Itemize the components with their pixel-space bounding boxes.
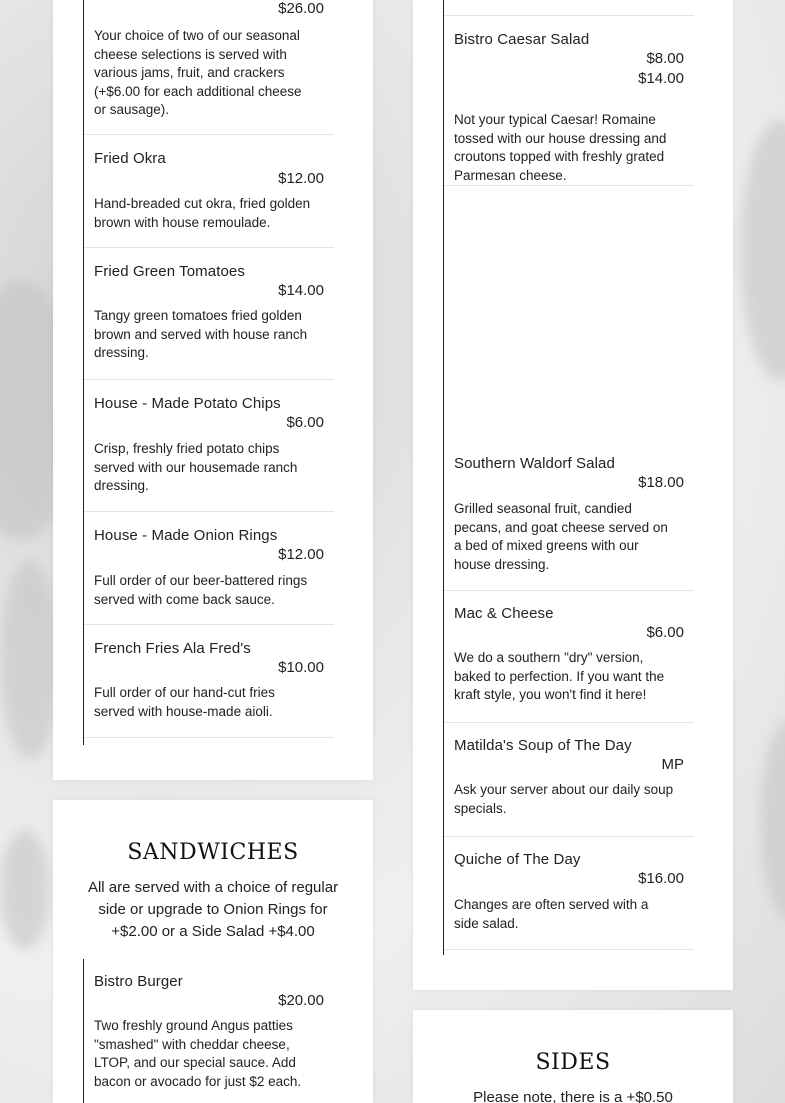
item-price: $6.00 (646, 624, 684, 641)
menu-item (444, 16, 694, 186)
item-description: Grilled seasonal fruit, candied pecans, and goat cheese served on a bed of mixed greens with our house dressing. (454, 501, 668, 572)
item-price: $16.00 (638, 870, 684, 887)
item-price-large: $14.00 (638, 70, 684, 87)
item-description: Tangy green tomatoes fried golden brown and served with house ranch dressing. (94, 308, 308, 360)
section-note: All are served with a choice of regular side or upgrade to Onion Rings for +$2.00 or a Side Salad +$4.00 (87, 879, 339, 940)
sandwiches-list (83, 959, 334, 1103)
sides-card (413, 1010, 733, 1103)
item-name: Quiche of The Day (454, 851, 581, 868)
item-description: Ask your server about our daily soup specials. (454, 782, 674, 816)
menu-item (84, 625, 334, 738)
item-description: Hand-breaded cut okra, fried golden brown with house remoulade. (94, 196, 311, 230)
menu-item (84, 135, 334, 248)
item-description: Changes are often served with a side salad. (454, 897, 649, 931)
item-name: Fried Green Tomatoes (94, 263, 245, 280)
item-name: House - Made Onion Rings (94, 527, 278, 544)
section-note: Please note, there is a +$0.50 (473, 1089, 673, 1103)
item-price: $14.00 (278, 282, 324, 299)
salads-card (413, 0, 733, 990)
section-title: SANDWICHES (127, 840, 299, 865)
menu-item (84, 512, 334, 625)
item-description: Your choice of two of our seasonal cheese selections is served with various jams, fruit, and crackers (+$6.00 for each additional cheese or sausage). (94, 28, 302, 117)
item-name: Matilda's Soup of The Day (454, 737, 632, 754)
background-shape (740, 120, 785, 380)
item-price: $26.00 (278, 0, 324, 17)
starters-card (53, 0, 373, 780)
salads-list (443, 0, 694, 955)
menu-item (444, 591, 694, 723)
item-price: $6.00 (286, 414, 324, 431)
item-name: Southern Waldorf Salad (454, 455, 615, 472)
item-price: $20.00 (278, 992, 324, 1009)
section-title: SIDES (535, 1050, 611, 1075)
item-price: $8.00 (646, 50, 684, 67)
item-price: $12.00 (278, 170, 324, 187)
menu-item (444, 837, 694, 950)
item-name: House - Made Potato Chips (94, 395, 281, 412)
menu-item (84, 959, 334, 1103)
menu-item (444, 723, 694, 837)
item-description: Full order of our beer-battered rings served with come back sauce. (94, 573, 308, 607)
item-price: $12.00 (278, 546, 324, 563)
background-shape (0, 560, 60, 760)
item-description: Crisp, freshly fried potato chips served with our housemade ranch dressing. (94, 441, 298, 493)
item-description: Two freshly ground Angus patties "smashed" with cheddar cheese, LTOP, and our special sauce. Add bacon or avocado for just $2 each. (94, 1018, 302, 1089)
background-shape (760, 720, 785, 920)
menu-item-spacer (444, 0, 694, 16)
item-price: MP (661, 756, 684, 773)
item-name: French Fries Ala Fred's (94, 640, 251, 657)
item-price: $10.00 (278, 659, 324, 676)
item-name: Fried Okra (94, 150, 166, 167)
item-description: Not your typical Caesar! Romaine tossed with our house dressing and croutons topped with freshly grated Parmesan cheese. (454, 112, 667, 183)
background-shape (0, 830, 50, 950)
menu-item (444, 186, 694, 591)
item-description: We do a southern "dry" version, baked to perfection. If you want the kraft style, you won't find it here! (454, 650, 665, 702)
item-name: Mac & Cheese (454, 605, 554, 622)
menu-item (84, 248, 334, 380)
sandwiches-card (53, 800, 373, 1103)
item-name: Bistro Burger (94, 973, 183, 990)
item-price: $18.00 (638, 474, 684, 491)
menu-item (84, 0, 334, 135)
menu-item (84, 380, 334, 512)
starters-list (83, 0, 334, 745)
item-name: Bistro Caesar Salad (454, 31, 590, 48)
item-description: Full order of our hand-cut fries served with house-made aioli. (94, 685, 275, 719)
